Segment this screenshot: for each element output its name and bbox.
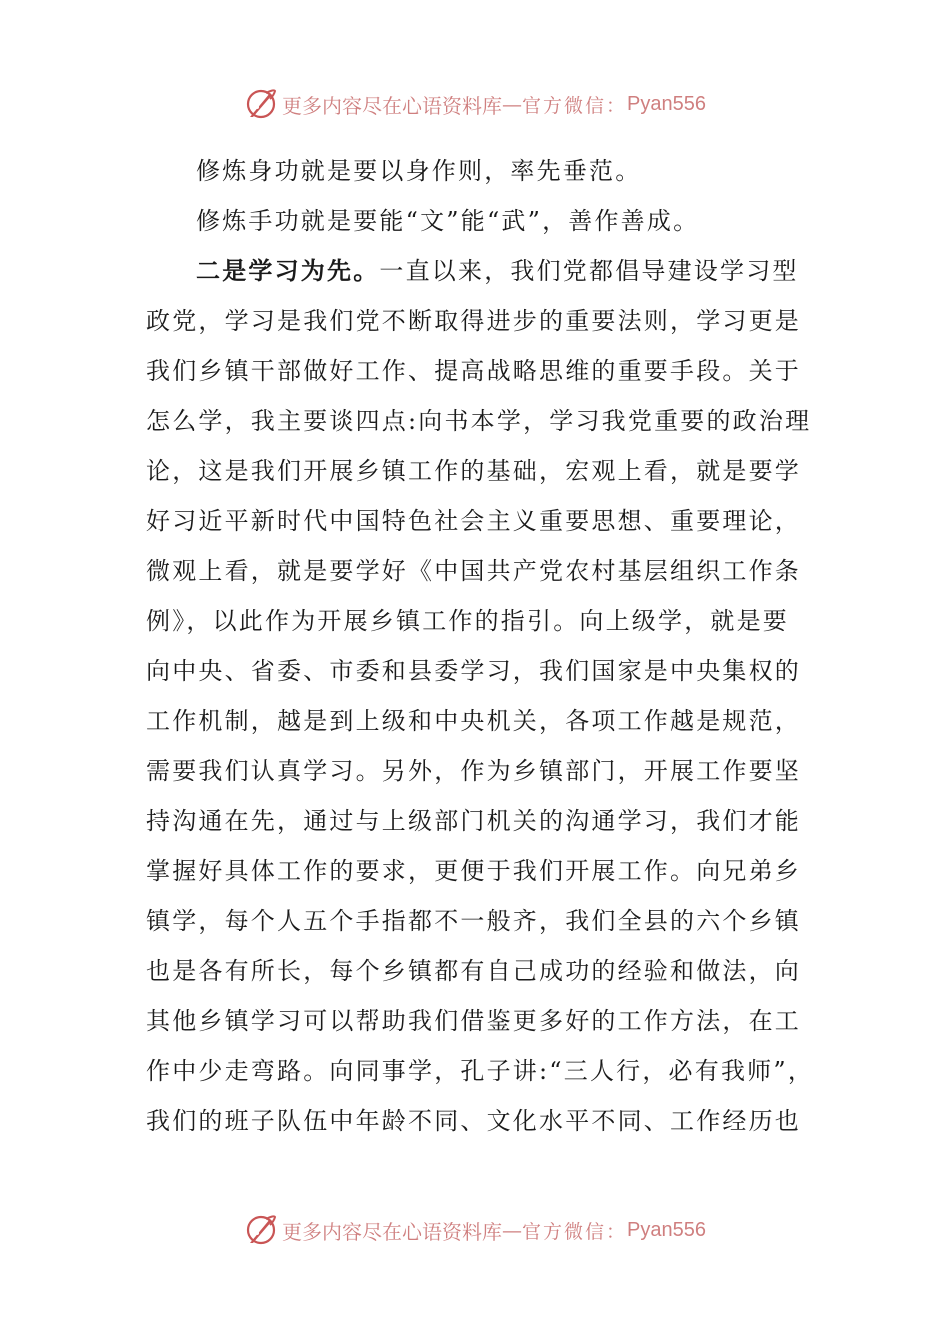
banner-wechat-id: Pyan556 <box>627 92 706 115</box>
text-line: 例》，以此作为开展乡镇工作的指引。向上级学，就是要 <box>146 607 789 635</box>
text-line: 我们乡镇干部做好工作、提高战略思维的重要手段。关于 <box>146 357 801 385</box>
text-line: 论，这是我们开展乡镇工作的基础，宏观上看，就是要学 <box>146 457 801 485</box>
text-line: 好习近平新时代中国特色社会主义重要思想、重要理论， <box>146 507 801 535</box>
text-line: 掌握好具体工作的要求，更便于我们开展工作。向兄弟乡 <box>146 857 801 885</box>
text-line: 镇学，每个人五个手指都不一般齐，我们全县的六个乡镇 <box>146 907 801 935</box>
header-watermark-banner <box>0 84 950 124</box>
text-line: 工作机制，越是到上级和中央机关，各项工作越是规范， <box>146 707 801 735</box>
text-line: 我们的班子队伍中年龄不同、文化水平不同、工作经历也 <box>146 1107 801 1135</box>
banner-main-text: 更多内容尽在心语资料库 <box>282 1219 502 1244</box>
banner-wechat-id: Pyan556 <box>627 1218 706 1241</box>
text-line: 政党，学习是我们党不断取得进步的重要法则，学习更是 <box>146 307 801 335</box>
paragraph-body-skill: 修炼身功就是要以身作则，率先垂范。 <box>196 157 642 185</box>
text-line: 一直以来，我们党都倡导建设学习型 <box>379 257 799 285</box>
section-heading: 二是学习为先。 <box>196 256 380 285</box>
text-line: 作中少走弯路。向同事学，孔子讲:“三人行，必有我师”， <box>146 1057 815 1085</box>
quill-circle-logo-icon <box>244 87 278 121</box>
text-line: 也是各有所长，每个乡镇都有自己成功的经验和做法，向 <box>146 957 801 985</box>
text-line: 需要我们认真学习。另外，作为乡镇部门，开展工作要坚 <box>146 757 801 785</box>
banner-wechat-label: 官方微信： <box>522 94 628 117</box>
document-body <box>146 146 815 1146</box>
quill-circle-logo-icon <box>244 1213 278 1247</box>
text-line: 微观上看，就是要学好《中国共产党农村基层组织工作条 <box>146 557 801 585</box>
paragraph-study-first-line <box>146 246 806 296</box>
banner-dash: — <box>502 92 522 116</box>
text-line: 向中央、省委、市委和县委学习，我们国家是中央集权的 <box>146 657 801 685</box>
footer-watermark-banner <box>0 1210 950 1250</box>
text-line: 持沟通在先，通过与上级部门机关的沟通学习，我们才能 <box>146 807 801 835</box>
banner-dash: — <box>502 1218 522 1242</box>
banner-main-text: 更多内容尽在心语资料库 <box>282 93 502 118</box>
paragraph-hand-skill: 修炼手功就是要能“文”能“武”，善作善成。 <box>196 207 700 235</box>
text-line: 怎么学，我主要谈四点:向书本学，学习我党重要的政治理 <box>146 407 812 435</box>
banner-wechat-label: 官方微信： <box>522 1220 628 1243</box>
text-line: 其他乡镇学习可以帮助我们借鉴更多好的工作方法，在工 <box>146 1007 801 1035</box>
